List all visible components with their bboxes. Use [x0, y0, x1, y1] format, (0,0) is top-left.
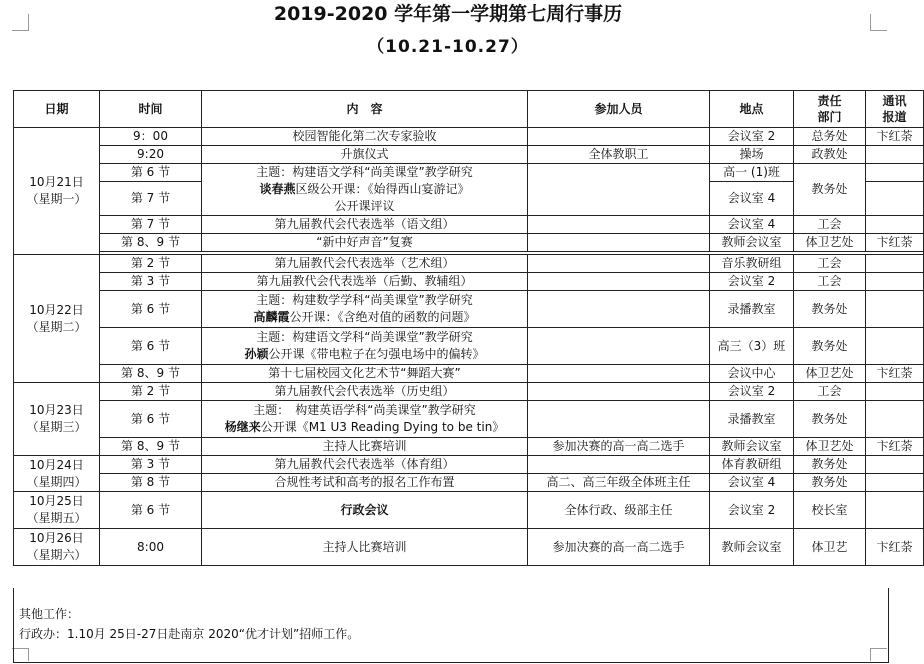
header-location: 地点: [710, 91, 794, 128]
header-date: 日期: [14, 91, 100, 128]
other-work-item: 行政办：1.10月 25日-27日赴南京 2020“优才计划”招师工作。: [19, 627, 360, 641]
table-row: 10月22日 （星期二） 第 2 节 第九届教代会代表选举（艺术组） 音乐教研组 工会: [14, 255, 924, 273]
header-responsible: 责任 部门: [794, 91, 866, 128]
document-title: 2019-2020 学年第一学期第七周行事历: [273, 3, 623, 25]
schedule-table: [13, 90, 924, 566]
header-participants: 参加人员: [528, 91, 710, 128]
table-row: 第 6 节 主题：构建数学学科“尚美课堂”教学研究 高麟霞公开课：《含绝对值的函数的问题》 录播教室 教务处: [14, 291, 924, 328]
table-row: 9:20 升旗仪式 全体教职工 操场 政教处: [14, 146, 924, 164]
table-row: 10月21日 （星期一） 9：00 校园智能化第二次专家验收 会议室 2 总务处 卞红荼: [14, 128, 924, 146]
other-work-label: 其他工作：: [19, 607, 80, 621]
lesson-content: 主题：构建语文学科“尚美课堂”教学研究 谈春燕区级公开课：《始得西山宴游记》 公开课评议: [202, 164, 528, 216]
date-cell: 10月21日 （星期一）: [14, 128, 100, 255]
table-row: 第 7 节 第九届教代会代表选举（语文组） 会议室 4 工会: [14, 216, 924, 234]
date-cell: 10月23日 （星期三）: [14, 383, 100, 456]
other-work-box: [13, 588, 889, 663]
table-row: 第 8 节 合规性考试和高考的报名工作布置 高二、高三年级全体班主任 会议室 4 教务处: [14, 474, 924, 492]
lesson-content: 主题：构建数学学科“尚美课堂”教学研究 高麟霞公开课：《含绝对值的函数的问题》: [202, 291, 528, 328]
table-row: 第 8、9 节 第十七届校园文化艺术节“舞蹈大赛” 会议中心 体卫艺处 卞红荼: [14, 365, 924, 383]
table-row: 第 8、9 节 主持人比赛培训 参加决赛的高一高二选手 教师会议室 体卫艺处 卞红荼: [14, 438, 924, 456]
date-cell: 10月26日 （星期六）: [14, 529, 100, 566]
date-cell: 10月22日 （星期二）: [14, 255, 100, 383]
table-row: 10月24日 （星期四） 第 3 节 第九届教代会代表选举（体育组） 体育教研组 教务处: [14, 456, 924, 474]
header-row: [14, 91, 924, 128]
table-row: 第 8、9 节 “新中好声音”复赛 教师会议室 体卫艺处 卞红荼: [14, 234, 924, 252]
header-notify: 通讯 报道: [866, 91, 924, 128]
header-time: 时间: [100, 91, 202, 128]
date-cell: 10月24日 （星期四）: [14, 456, 100, 492]
table-row: 10月25日 （星期五） 第 6 节 行政会议 全体行政、级部主任 会议室 2 校长室: [14, 492, 924, 529]
table-row: 第 6 节 主题：构建语文学科“尚美课堂”教学研究 谈春燕区级公开课：《始得西山宴游记》 公开课评议 高一 (1)班 教务处: [14, 164, 924, 182]
table-row: 第 3 节 第九届教代会代表选举（后勤、教辅组） 会议室 2 工会: [14, 273, 924, 291]
lesson-content: 主题： 构建英语学科“尚美课堂”教学研究 杨继来公开课《M1 U3 Reading Dying to be tin》: [202, 401, 528, 438]
lesson-content: 主题：构建语文学科“尚美课堂”教学研究 孙颖公开课《带电粒子在匀强电场中的偏转》: [202, 328, 528, 365]
document-subtitle: （10.21-10.27）: [367, 37, 529, 57]
table-row: 10月26日 （星期六） 8:00 主持人比赛培训 参加决赛的高一高二选手 教师会议室 体卫艺 卞红荼: [14, 529, 924, 566]
table-row: 第 6 节 主题：构建语文学科“尚美课堂”教学研究 孙颖公开课《带电粒子在匀强电场中的偏转》 高三（3）班 教务处: [14, 328, 924, 365]
date-cell: 10月25日 （星期五）: [14, 492, 100, 529]
table-row: 10月23日 （星期三） 第 2 节 第九届教代会代表选举（历史组） 会议室 2 工会: [14, 383, 924, 401]
table-row: 第 6 节 主题： 构建英语学科“尚美课堂”教学研究 杨继来公开课《M1 U3 Reading Dying to be tin》 录播教室 教务处: [14, 401, 924, 438]
header-content: 内 容: [202, 91, 528, 128]
table-row: 第 7 节 会议室 4: [14, 182, 924, 216]
